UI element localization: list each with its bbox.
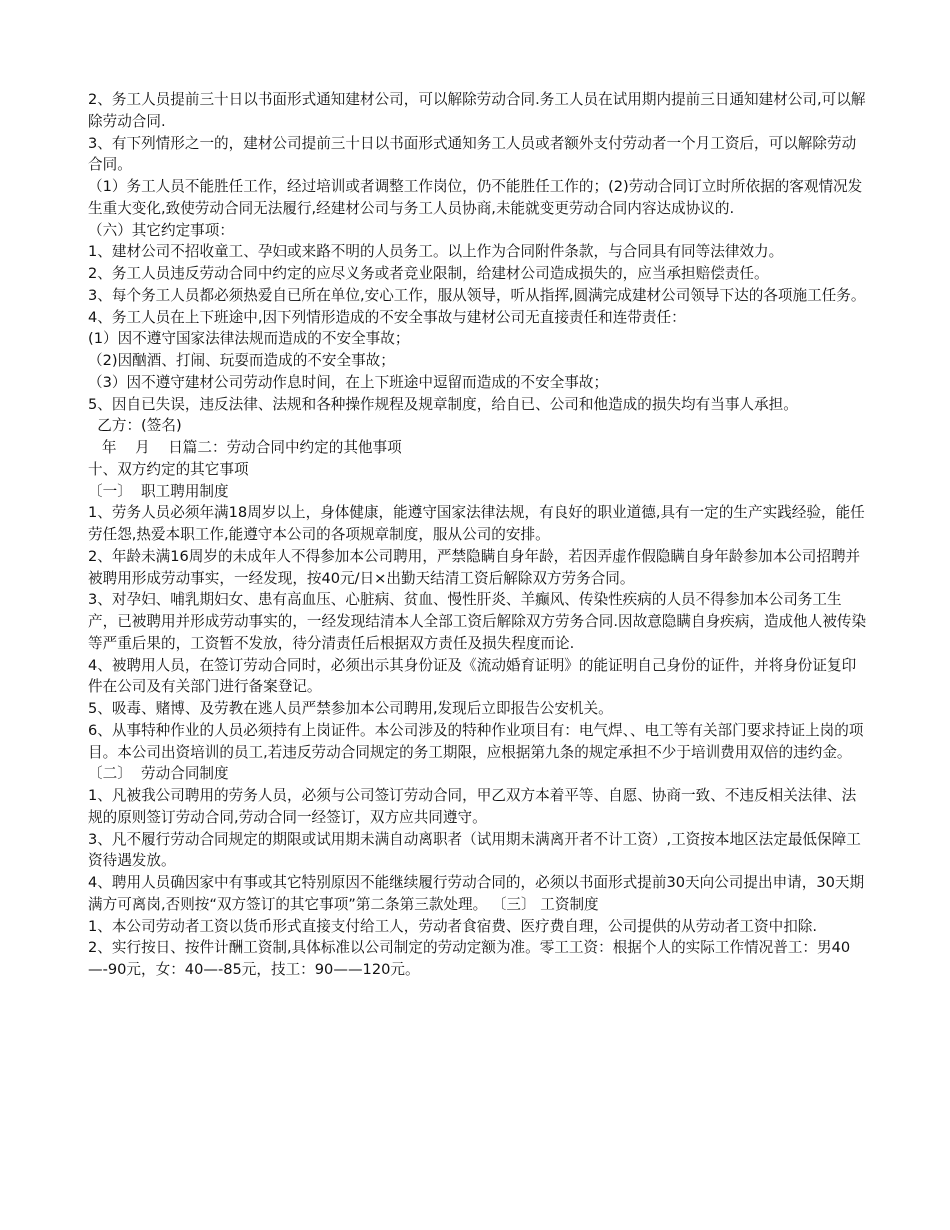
paragraph: 4、被聘用人员，在签订劳动合同时，必须出示其身份证及《流动婚育证明》的能证明自己身份的证件，并将身份证复印件在公司及有关部门进行备案登记。 (88, 656, 857, 696)
paragraph: 6、从事特种作业的人员必须持有上岗证件。本公司涉及的特种作业项目有：电气焊、、电工等有关部门要求持证上岗的项目。本公司出资培训的员工,若违反劳动合同规定的务工期限，应根据第九条的规定承担不少于培训费用双倍的违约金。 (88, 721, 864, 761)
paragraph: 2、年龄未满16周岁的未成年人不得参加本公司聘用，严禁隐瞒自身年龄，若因弄虚作假隐瞒自身年龄参加本公司招聘并被聘用形成劳动事实，一经发现，按40元/日×出勤天结清工资后解除双方劳务合同。 (88, 547, 861, 587)
signature-line: 乙方：(签名) (88, 417, 182, 435)
paragraph: 5、因自已失误，违反法律、法规和各种操作规程及规章制度，给自已、公司和他造成的损失均有当事人承担。 (88, 395, 798, 413)
paragraph: 5、吸毒、赌博、及劳教在逃人员严禁参加本公司聘用,发现后立即报告公安机关。 (88, 700, 613, 717)
paragraph: 3、有下列情形之一的，建材公司提前三十日以书面形式通知务工人员或者额外支付劳动者一个月工资后，可以解除劳动合同。 (88, 134, 857, 174)
paragraph: 4、务工人员在上下班途中,因下列情形造成的不安全事故与建材公司无直接责任和连带责任： (88, 308, 686, 326)
list-item: (1）因不遵守国家法律法规而造成的不安全事故； (88, 330, 410, 348)
paragraph: 1、建材公司不招收童工、孕妇或来路不明的人员务工。以上作为合同附件条款，与合同具有同等法律效力。 (88, 243, 784, 261)
list-item: （2)因酗酒、打闹、玩耍而造成的不安全事故； (88, 352, 395, 369)
document-body (88, 89, 868, 981)
paragraph: 1、本公司劳动者工资以货币形式直接支付给工人，劳动者食宿费、医疗费自理，公司提供的从劳动者工资中扣除. (88, 917, 818, 935)
section-heading: 十、双方约定的其它事项 (88, 460, 249, 478)
paragraph: （1）务工人员不能胜任工作，经过培训或者调整工作岗位，仍不能胜任工作的；(2)劳动合同订立时所依据的客观情况发生重大变化,致使劳动合同无法履行,经建材公司与务工人员协商,未能就变更劳动合同内容达成协议的. (88, 178, 863, 217)
paragraph: 4、聘用人员确因家中有事或其它特别原因不能继续履行劳动合同的，必须以书面形式提前30天向公司提出申请，30天期满方可离岗,否则按“双方签订的其它事项”第二条第三款处理。 〔三〕 工资制度 (88, 874, 865, 913)
paragraph: 2、实行按日、按件计酬工资制,具体标准以公司制定的劳动定额为准。零工工资：根据个人的实际工作情况普工：男40—-90元，女：40—-85元，技工：90——120元。 (88, 939, 851, 978)
paragraph: 3、凡不履行劳动合同规定的期限或试用期未满自动离职者（试用期未满离开者不计工资）,工资按本地区法定最低保障工资待遇发放。 (88, 830, 861, 870)
paragraph: 1、凡被我公司聘用的劳务人员，必须与公司签订劳动合同，甲乙双方本着平等、自愿、协商一致、不违反相关法律、法规的原则签订劳动合同,劳动合同一经签订，双方应共同遵守。 (88, 787, 857, 826)
section-heading: （六）其它约定事项： (88, 221, 234, 239)
date-line: 年 月 日篇二：劳动合同中约定的其他事项 (88, 439, 402, 456)
subsection-heading: 〔二〕 劳动合同制度 (88, 765, 229, 783)
paragraph: 3、对孕妇、哺乳期妇女、患有高血压、心脏病、贫血、慢性肝炎、羊癫风、传染性疾病的人员不得参加本公司务工生产，已被聘用并形成劳动事实的，一经发现结清本人全部工资后解除双方劳务合同.因故意隐瞒自身疾病，造成他人被传染等严重后果的，工资暂不发放，待分清责任后根据双方责任及损失程度而论. (88, 591, 867, 652)
list-item: （3）因不遵守建材公司劳动作息时间，在上下班途中逗留而造成的不安全事故； (88, 373, 609, 391)
subsection-heading: 〔一〕 职工聘用制度 (88, 482, 229, 500)
paragraph: 2、务工人员提前三十日以书面形式通知建材公司，可以解除劳动合同.务工人员在试用期内提前三日通知建材公司,可以解除劳动合同. (88, 91, 866, 130)
paragraph: 1、劳务人员必须年满18周岁以上，身体健康，能遵守国家法律法规，有良好的职业道德,具有一定的生产实践经验，能任劳任怨,热爱本职工作,能遵守本公司的各项规章制度，服从公司的安排。 (88, 504, 865, 543)
paragraph: 2、务工人员违反劳动合同中约定的应尽义务或者竞业限制，给建材公司造成损失的，应当承担赔偿责任。 (88, 265, 769, 282)
paragraph: 3、每个务工人员都必须热爱自已所在单位,安心工作，服从领导，听从指挥,圆满完成建材公司领导下达的各项施工任务。 (88, 286, 866, 304)
